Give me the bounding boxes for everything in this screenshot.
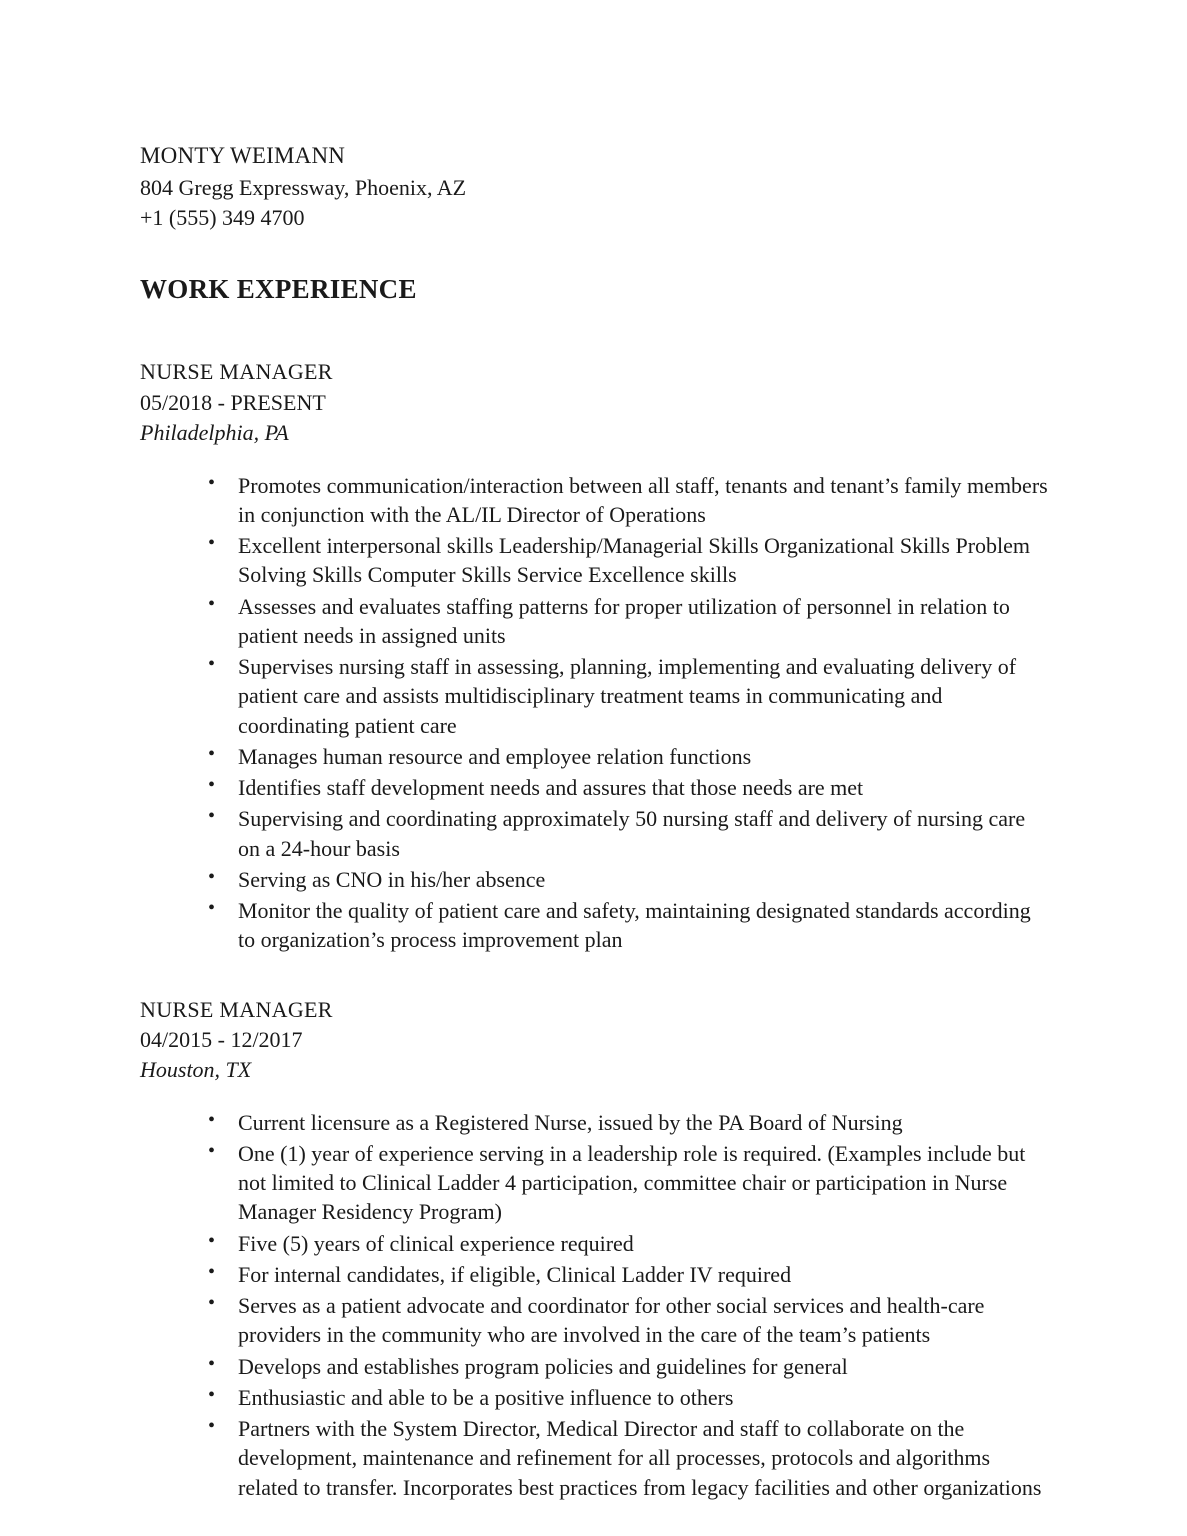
job-responsibilities [140,471,1050,955]
list-item: • Develops and establishes program policies and guidelines for general [208,1352,1050,1381]
job-location: Philadelphia, PA [140,420,289,446]
list-item: • Supervising and coordinating approximately 50 nursing staff and delivery of nursing care on a 24-hour basis [208,804,1050,863]
list-item: • Identifies staff development needs and assures that those needs are met [208,773,1050,802]
resume-content [140,140,1050,1502]
list-item: • Manages human resource and employee relation functions [208,742,1050,771]
list-item: • For internal candidates, if eligible, Clinical Ladder IV required [208,1260,1050,1289]
list-item: • Monitor the quality of patient care and safety, maintaining designated standards according to organization’s process improvement plan [208,896,1050,955]
list-item: • Partners with the System Director, Medical Director and staff to collaborate on the development, maintenance and refinement for all processes, protocols and algorithms related to transfer. Incorporates best practices from legacy facilities and other organizations [208,1414,1050,1502]
candidate-address: 804 Gregg Expressway, Phoenix, AZ [140,175,467,201]
job-responsibilities [140,1108,1050,1502]
list-item: • Serves as a patient advocate and coordinator for other social services and health-care providers in the community who are involved in the care of the team’s patients [208,1291,1050,1350]
list-item: • Excellent interpersonal skills Leadership/Managerial Skills Organizational Skills Problem Solving Skills Computer Skills Service Excellence skills [208,531,1050,590]
job-title: NURSE MANAGER [140,996,333,1022]
list-item: • Five (5) years of clinical experience required [208,1229,1050,1258]
resume-header [140,140,1050,232]
section-title-work-experience: WORK EXPERIENCE [140,274,417,305]
candidate-name: MONTY WEIMANN [140,143,346,168]
job-title: NURSE MANAGER [140,359,333,385]
list-item: • Enthusiastic and able to be a positive influence to others [208,1383,1050,1412]
list-item: • One (1) year of experience serving in a leadership role is required. (Examples include but not limited to Clinical Ladder 4 participation, committee chair or participation in Nurse Manager Residency Program) [208,1139,1050,1227]
job-dates: 04/2015 - 12/2017 [140,1026,303,1052]
list-item: • Promotes communication/interaction between all staff, tenants and tenant’s family members in conjunction with the AL/IL Director of Operations [208,471,1050,530]
job-dates: 05/2018 - PRESENT [140,389,326,415]
list-item: • Supervises nursing staff in assessing, planning, implementing and evaluating delivery of patient care and assists multidisciplinary treatment teams in communicating and coordinating patient care [208,652,1050,740]
list-item: • Current licensure as a Registered Nurse, issued by the PA Board of Nursing [208,1108,1050,1137]
candidate-phone: +1 (555) 349 4700 [140,204,305,230]
list-item: • Assesses and evaluates staffing patterns for proper utilization of personnel in relation to patient needs in assigned units [208,592,1050,651]
job-entry [140,995,1050,1502]
job-entry [140,357,1050,954]
job-location: Houston, TX [140,1057,252,1083]
list-item: • Serving as CNO in his/her absence [208,865,1050,894]
